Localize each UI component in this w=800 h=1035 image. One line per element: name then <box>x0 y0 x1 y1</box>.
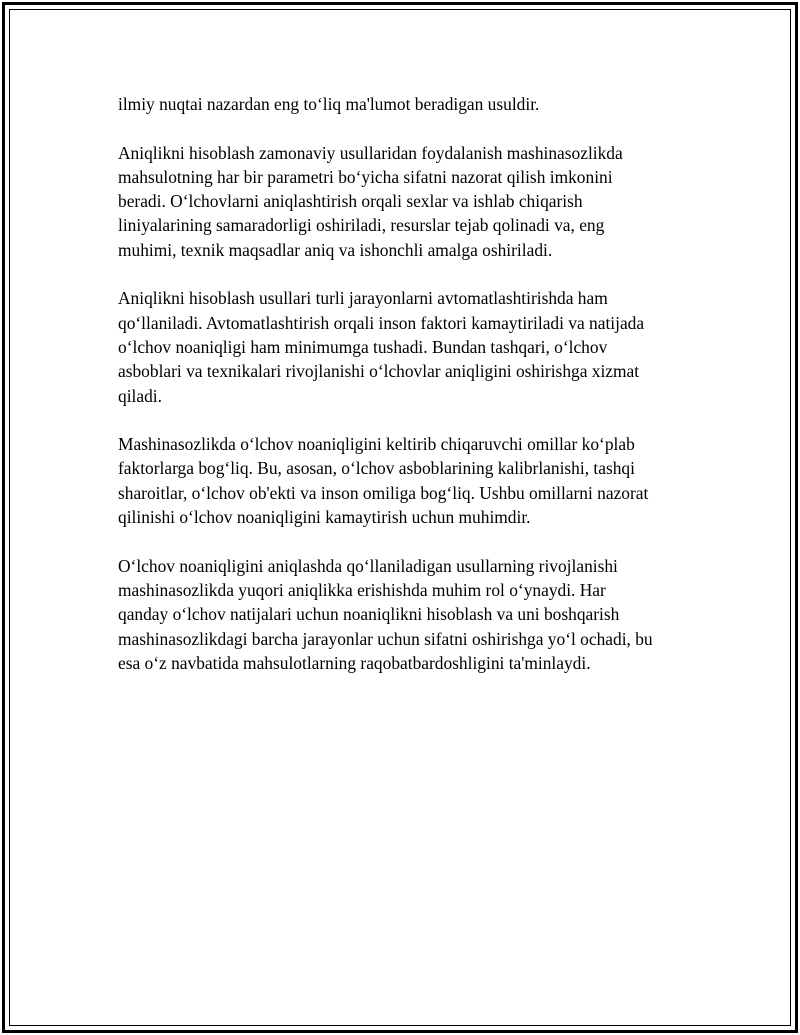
paragraph-3 <box>118 286 693 407</box>
paragraph-2 <box>118 141 693 262</box>
text-line: muhimi, texnik maqsadlar aniq va ishonchli amalga oshiriladi. <box>118 239 553 260</box>
text-line: qilinishi o‘lchov noaniqligini kamaytirish uchun muhimdir. <box>118 507 531 528</box>
text-line: asboblari va texnikalari rivojlanishi o‘lchovlar aniqligini oshirishga xizmat <box>118 361 640 382</box>
text-line: ilmiy nuqtai nazardan eng to‘liq ma'lumot beradigan usuldir. <box>118 94 540 114</box>
text-line: esa o‘z navbatida mahsulotlarning raqobatbardoshligini ta'minlaydi. <box>118 652 591 673</box>
text-line: Aniqlikni hisoblash zamonaviy usullaridan foydalanish mashinasozlikda <box>118 142 623 163</box>
text-line: liniyalarining samaradorligi oshiriladi, resurslar tejab qolinadi va, eng <box>118 215 605 236</box>
text-line: qo‘llaniladi. Avtomatlashtirish orqali inson faktori kamaytiriladi va natijada <box>118 312 645 333</box>
paragraph-4 <box>118 432 693 529</box>
text-line: beradi. O‘lchovlarni aniqlashtirish orqali sexlar va ishlab chiqarish <box>118 191 583 212</box>
paragraph-5 <box>118 554 693 675</box>
text-line: qanday o‘lchov natijalari uchun noaniqlikni hisoblash va uni boshqarish <box>118 604 620 625</box>
text-line: mashinasozlikdagi barcha jarayonlar uchun sifatni oshirishga yo‘l ochadi, bu <box>118 628 653 649</box>
text-line: qiladi. <box>118 385 162 406</box>
paragraph-1 <box>118 92 693 116</box>
text-line: mashinasozlikda yuqori aniqlikka erishishda muhim rol o‘ynaydi. Har <box>118 579 606 600</box>
text-line: Aniqlikni hisoblash usullari turli jarayonlarni avtomatlashtirishda ham <box>118 288 608 309</box>
text-line: mahsulotning har bir parametri bo‘yicha sifatni nazorat qilish imkonini <box>118 166 613 187</box>
text-line: O‘lchov noaniqligini aniqlashda qo‘llaniladigan usullarning rivojlanishi <box>118 555 618 576</box>
text-line: faktorlarga bog‘liq. Bu, asosan, o‘lchov asboblarining kalibrlanishi, tashqi <box>118 458 635 479</box>
text-line: Mashinasozlikda o‘lchov noaniqligini keltirib chiqaruvchi omillar ko‘plab <box>118 434 635 455</box>
document-body <box>118 92 693 699</box>
text-line: sharoitlar, o‘lchov ob'ekti va inson omiliga bog‘liq. Ushbu omillarni nazorat <box>118 482 649 503</box>
text-line: o‘lchov noaniqligi ham minimumga tushadi. Bundan tashqari, o‘lchov <box>118 336 608 357</box>
